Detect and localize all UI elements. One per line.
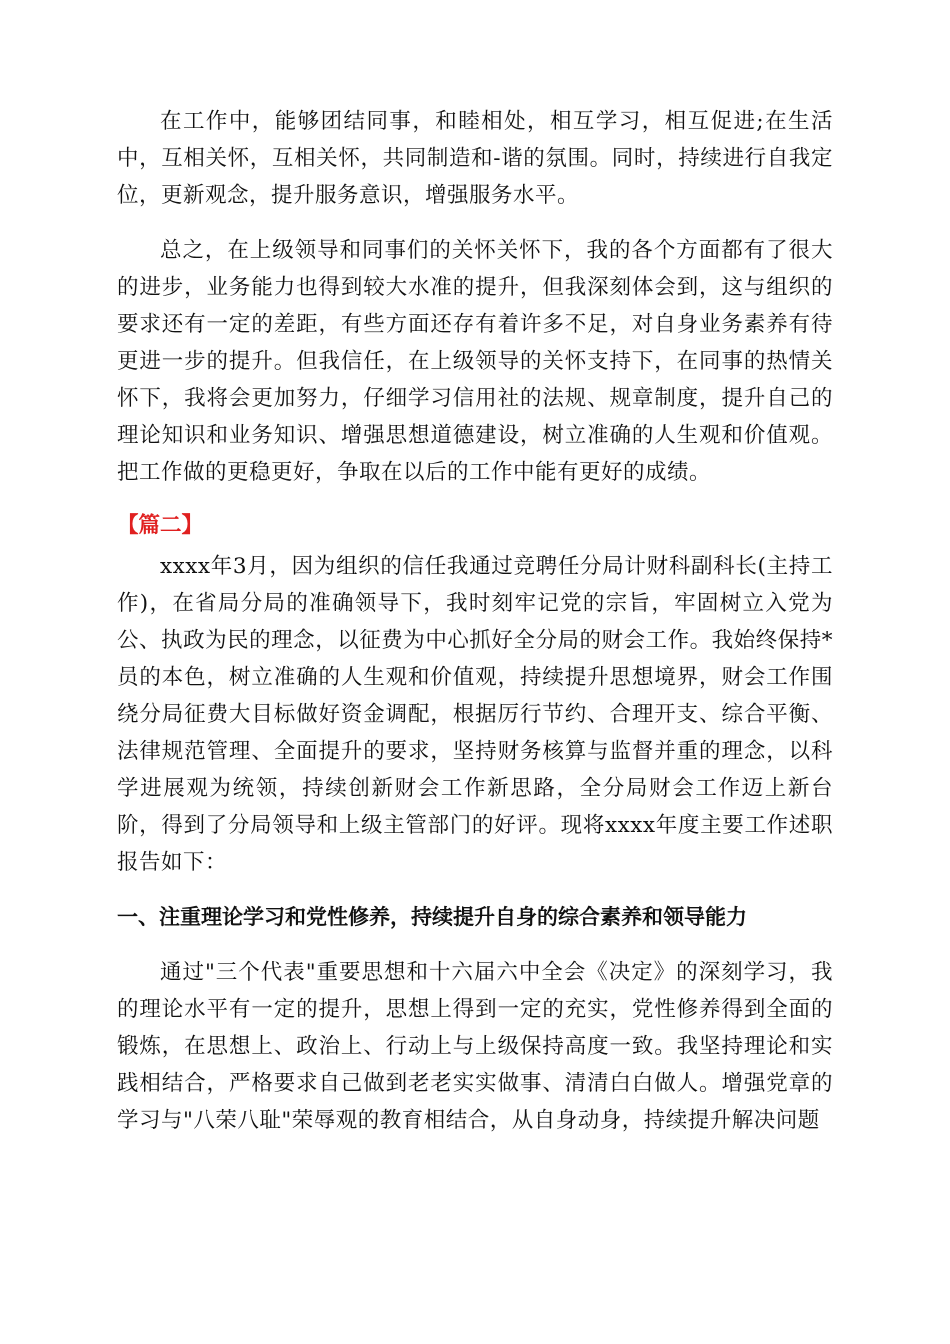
paragraph-teamwork: 在工作中，能够团结同事，和睦相处，相互学习，相互促进;在生活中，互相关怀，互相关怀，共同制造和-谐的氛围。同时，持续进行自我定位，更新观念，提升服务意识，增强服务水平。: [117, 109, 833, 208]
section-tag-part-two: 【篇二】: [117, 513, 204, 538]
paragraph-intro: xxxx年3月，因为组织的信任我通过竞聘任分局计财科副科长(主持工作)，在省局分局的准确领导下，我时刻牢记党的宗旨，牢固树立入党为公、执政为民的理念，以征费为中心抓好全分局的财会工作。我始终保持*员的本色，树立准确的人生观和价值观，持续提升思想境界，财会工作围绕分局征费大目标做好资金调配，根据厉行节约、合理开支、综合平衡、法律规范管理、全面提升的要求，坚持财务核算与监督并重的理念，以科学进展观为统领，持续创新财会工作新思路，全分局财会工作迈上新台阶，得到了分局领导和上级主管部门的好评。现将xxxx年度主要工作述职报告如下：: [117, 554, 833, 875]
paragraph-theory-study: 通过"三个代表"重要思想和十六届六中全会《决定》的深刻学习，我的理论水平有一定的提升，思想上得到一定的充实，党性修养得到全面的锻炼，在思想上、政治上、行动上与上级保持高度一致。我坚持理论和实践相结合，严格要求自己做到老老实实做事、清清白白做人。增强党章的学习与"八荣八耻"荣辱观的教育相结合，从自身动身，持续提升解决问题: [117, 960, 833, 1133]
paragraph-summary: 总之，在上级领导和同事们的关怀关怀下，我的各个方面都有了很大的进步，业务能力也得到较大水准的提升，但我深刻体会到，这与组织的要求还有一定的差距，有些方面还存有着许多不足，对自身业务素养有待更进一步的提升。但我信任，在上级领导的关怀支持下，在同事的热情关怀下，我将会更加努力，仔细学习信用社的法规、规章制度，提升自己的理论知识和业务知识、增强思想道德建设，树立准确的人生观和价值观。把工作做的更稳更好，争取在以后的工作中能有更好的成绩。: [117, 238, 833, 485]
heading-section-one: 一、注重理论学习和党性修养，持续提升自身的综合素养和领导能力: [117, 905, 747, 929]
document-page: [117, 103, 833, 1139]
